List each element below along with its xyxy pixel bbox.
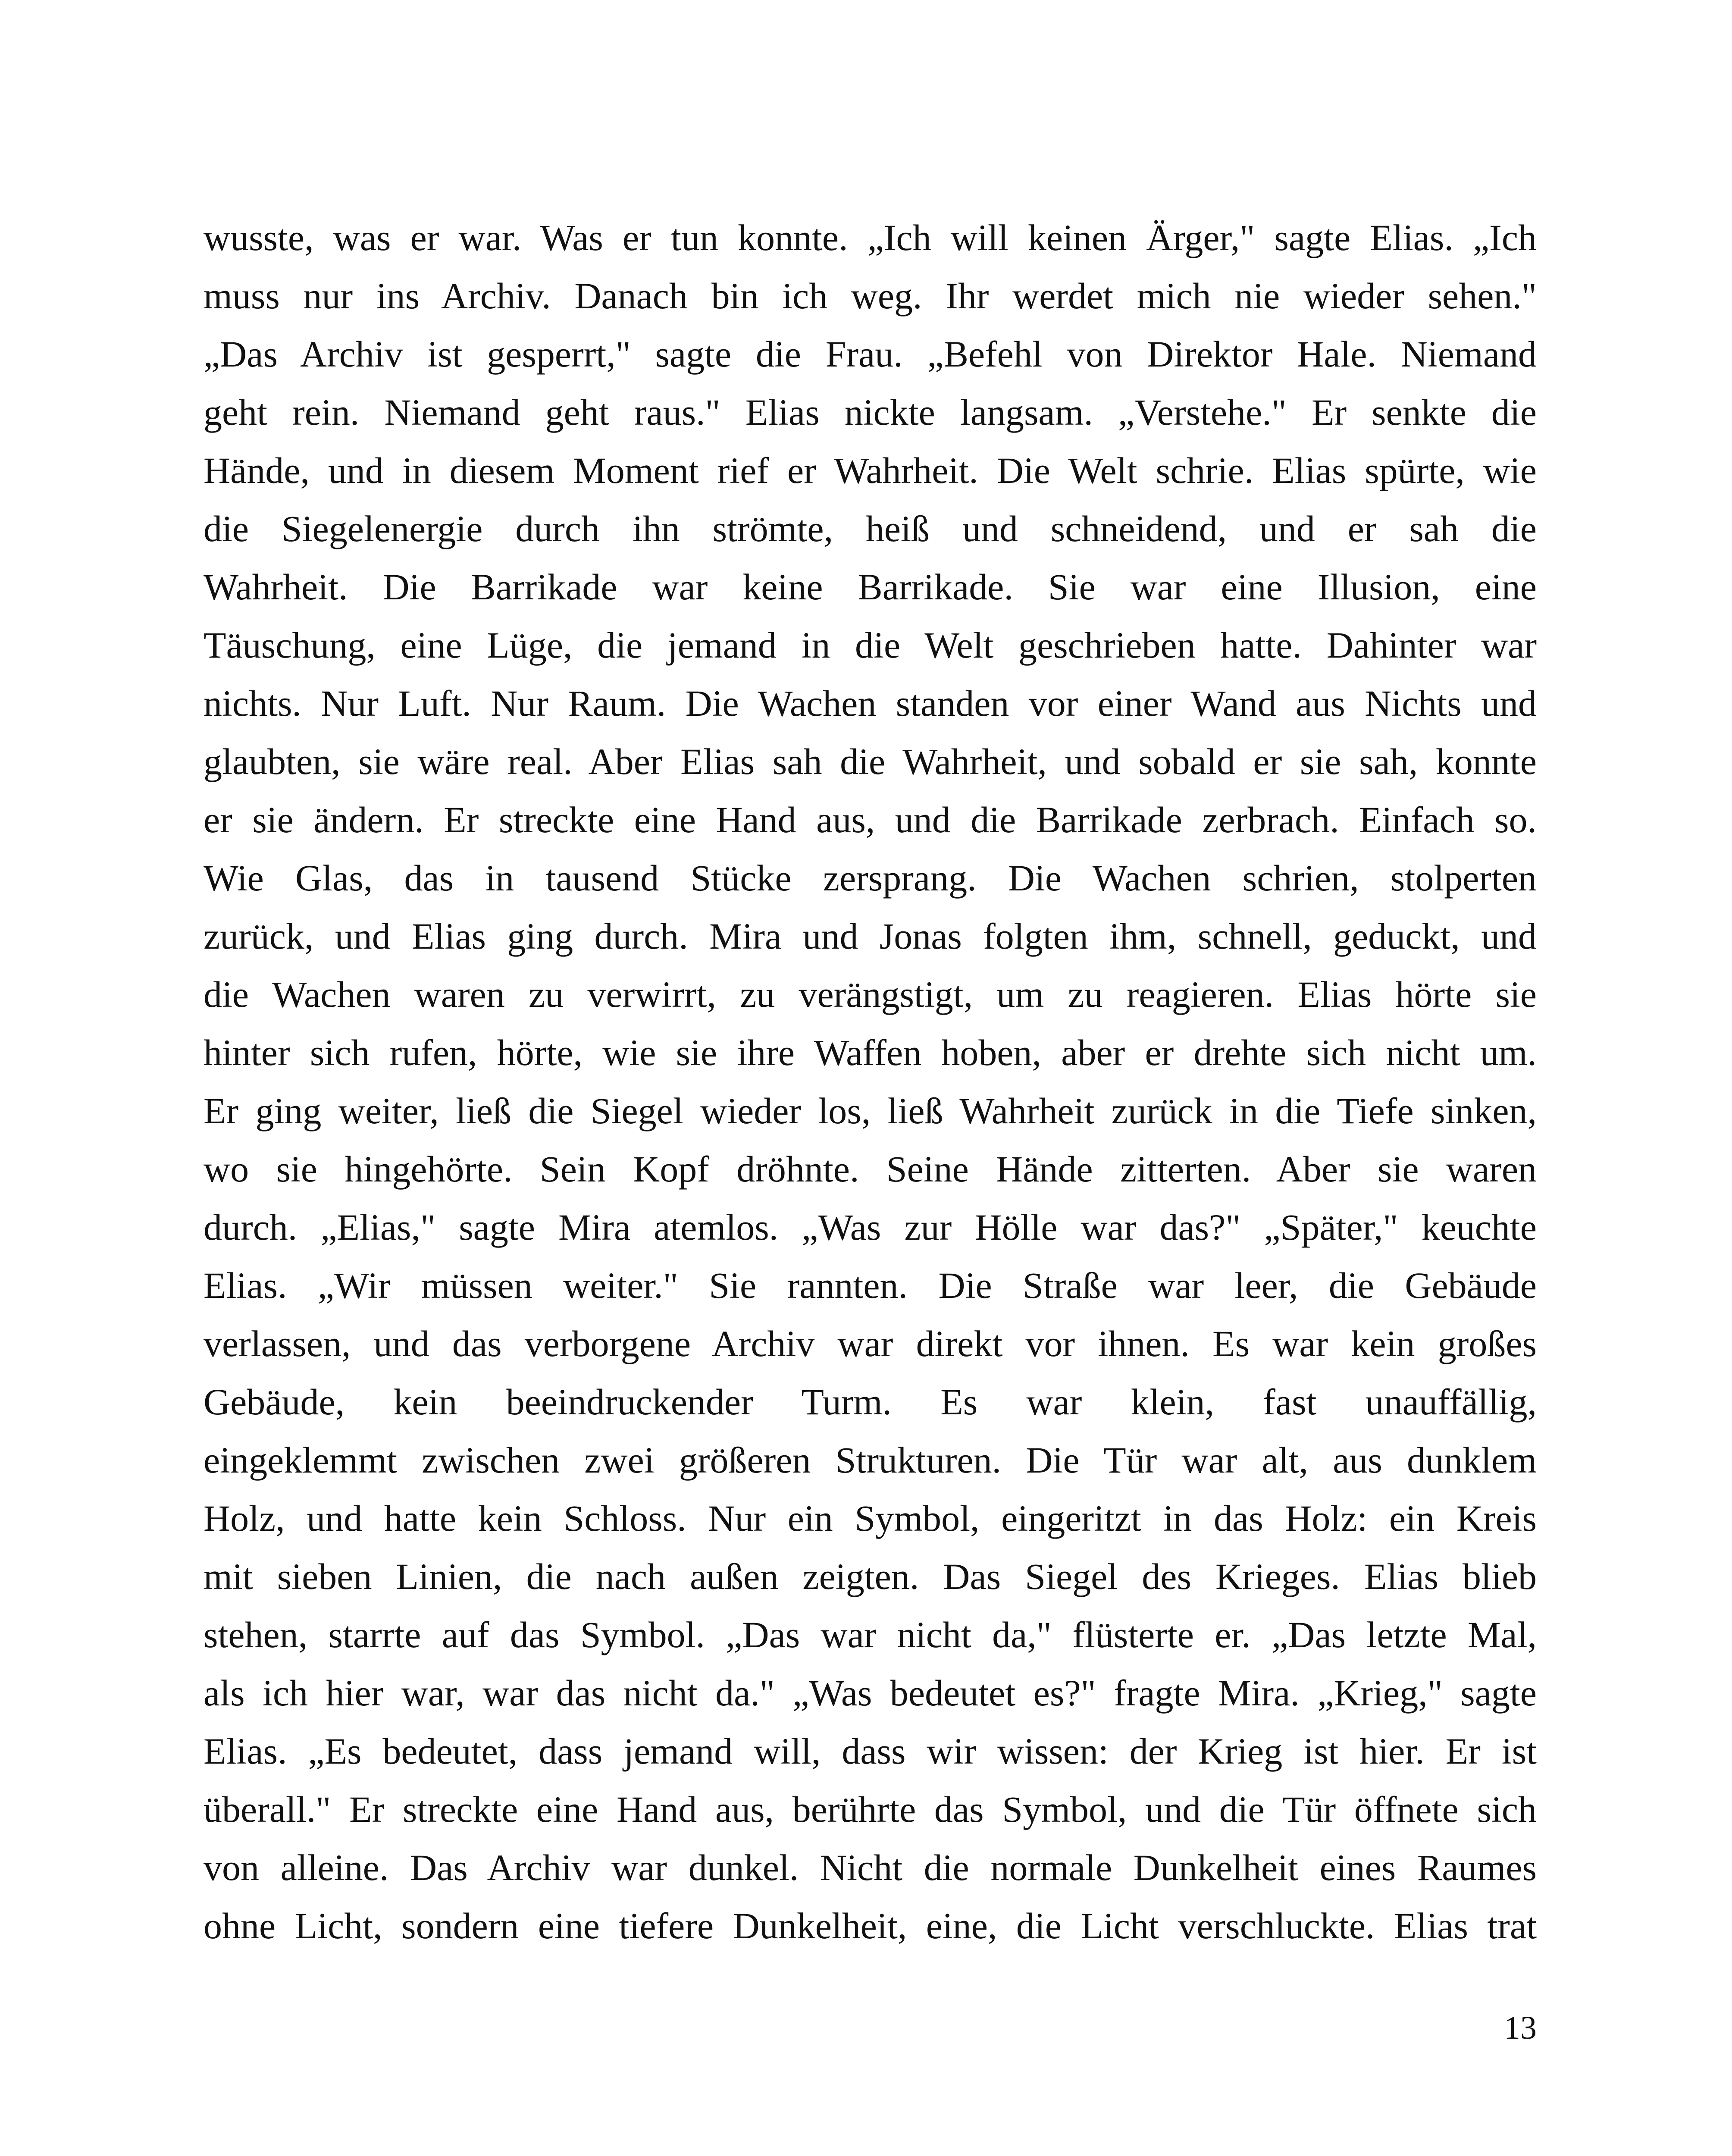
text-line: geht rein. Niemand geht raus." Elias nickte langsam. „Verstehe." Er senkte die bbox=[204, 392, 1537, 433]
page-number: 13 bbox=[1504, 2010, 1537, 2046]
text-line: er sie ändern. Er streckte eine Hand aus, und die Barrikade zerbrach. Einfach so. bbox=[204, 799, 1537, 840]
text-line: nichts. Nur Luft. Nur Raum. Die Wachen standen vor einer Wand aus Nichts und bbox=[204, 683, 1537, 724]
text-line: als ich hier war, war das nicht da." „Was bedeutet es?" fragte Mira. „Krieg," sagte bbox=[204, 1672, 1537, 1714]
text-line: Elias. „Wir müssen weiter." Sie rannten. Die Straße war leer, die Gebäude bbox=[204, 1265, 1537, 1306]
text-line: glaubten, sie wäre real. Aber Elias sah die Wahrheit, und sobald er sie sah, konnte bbox=[204, 741, 1537, 782]
text-line: verlassen, und das verborgene Archiv war direkt vor ihnen. Es war kein großes bbox=[204, 1323, 1537, 1364]
text-line: überall." Er streckte eine Hand aus, berührte das Symbol, und die Tür öffnete sich bbox=[204, 1789, 1537, 1830]
text-line: Gebäude, kein beeindruckender Turm. Es war klein, fast unauffällig, bbox=[204, 1381, 1537, 1423]
text-line: eingeklemmt zwischen zwei größeren Strukturen. Die Tür war alt, aus dunklem bbox=[204, 1439, 1537, 1481]
text-line: stehen, starrte auf das Symbol. „Das war nicht da," flüsterte er. „Das letzte Mal, bbox=[204, 1614, 1537, 1655]
text-line: Holz, und hatte kein Schloss. Nur ein Symbol, eingeritzt in das Holz: ein Kreis bbox=[204, 1498, 1537, 1539]
text-line: Wahrheit. Die Barrikade war keine Barrikade. Sie war eine Illusion, eine bbox=[204, 566, 1537, 608]
text-line: hinter sich rufen, hörte, wie sie ihre Waffen hoben, aber er drehte sich nicht um. bbox=[204, 1032, 1537, 1073]
text-line: Wie Glas, das in tausend Stücke zersprang. Die Wachen schrien, stolperten bbox=[204, 857, 1537, 899]
body-text bbox=[204, 209, 1537, 1955]
text-line: Er ging weiter, ließ die Siegel wieder los, ließ Wahrheit zurück in die Tiefe sinken, bbox=[204, 1090, 1537, 1131]
text-line: wusste, was er war. Was er tun konnte. „Ich will keinen Ärger," sagte Elias. „Ich bbox=[204, 217, 1537, 258]
text-line: zurück, und Elias ging durch. Mira und Jonas folgten ihm, schnell, geduckt, und bbox=[204, 915, 1537, 957]
text-line: durch. „Elias," sagte Mira atemlos. „Was zur Hölle war das?" „Später," keuchte bbox=[204, 1206, 1537, 1248]
text-line: Hände, und in diesem Moment rief er Wahrheit. Die Welt schrie. Elias spürte, wie bbox=[204, 450, 1537, 491]
text-line: von alleine. Das Archiv war dunkel. Nicht die normale Dunkelheit eines Raumes bbox=[204, 1847, 1537, 1888]
text-line: muss nur ins Archiv. Danach bin ich weg. Ihr werdet mich nie wieder sehen." bbox=[204, 275, 1537, 317]
text-line: Täuschung, eine Lüge, die jemand in die Welt geschrieben hatte. Dahinter war bbox=[204, 624, 1537, 666]
text-line: wo sie hingehörte. Sein Kopf dröhnte. Seine Hände zitterten. Aber sie waren bbox=[204, 1148, 1537, 1190]
text-line: die Wachen waren zu verwirrt, zu verängstigt, um zu reagieren. Elias hörte sie bbox=[204, 974, 1537, 1015]
text-line: die Siegelenergie durch ihn strömte, heiß und schneidend, und er sah die bbox=[204, 508, 1537, 549]
text-line: Elias. „Es bedeutet, dass jemand will, dass wir wissen: der Krieg ist hier. Er ist bbox=[204, 1730, 1537, 1772]
text-line: mit sieben Linien, die nach außen zeigten. Das Siegel des Krieges. Elias blieb bbox=[204, 1556, 1537, 1597]
text-line: ohne Licht, sondern eine tiefere Dunkelheit, eine, die Licht verschluckte. Elias trat bbox=[204, 1905, 1537, 1946]
text-line: „Das Archiv ist gesperrt," sagte die Frau. „Befehl von Direktor Hale. Niemand bbox=[204, 333, 1537, 375]
